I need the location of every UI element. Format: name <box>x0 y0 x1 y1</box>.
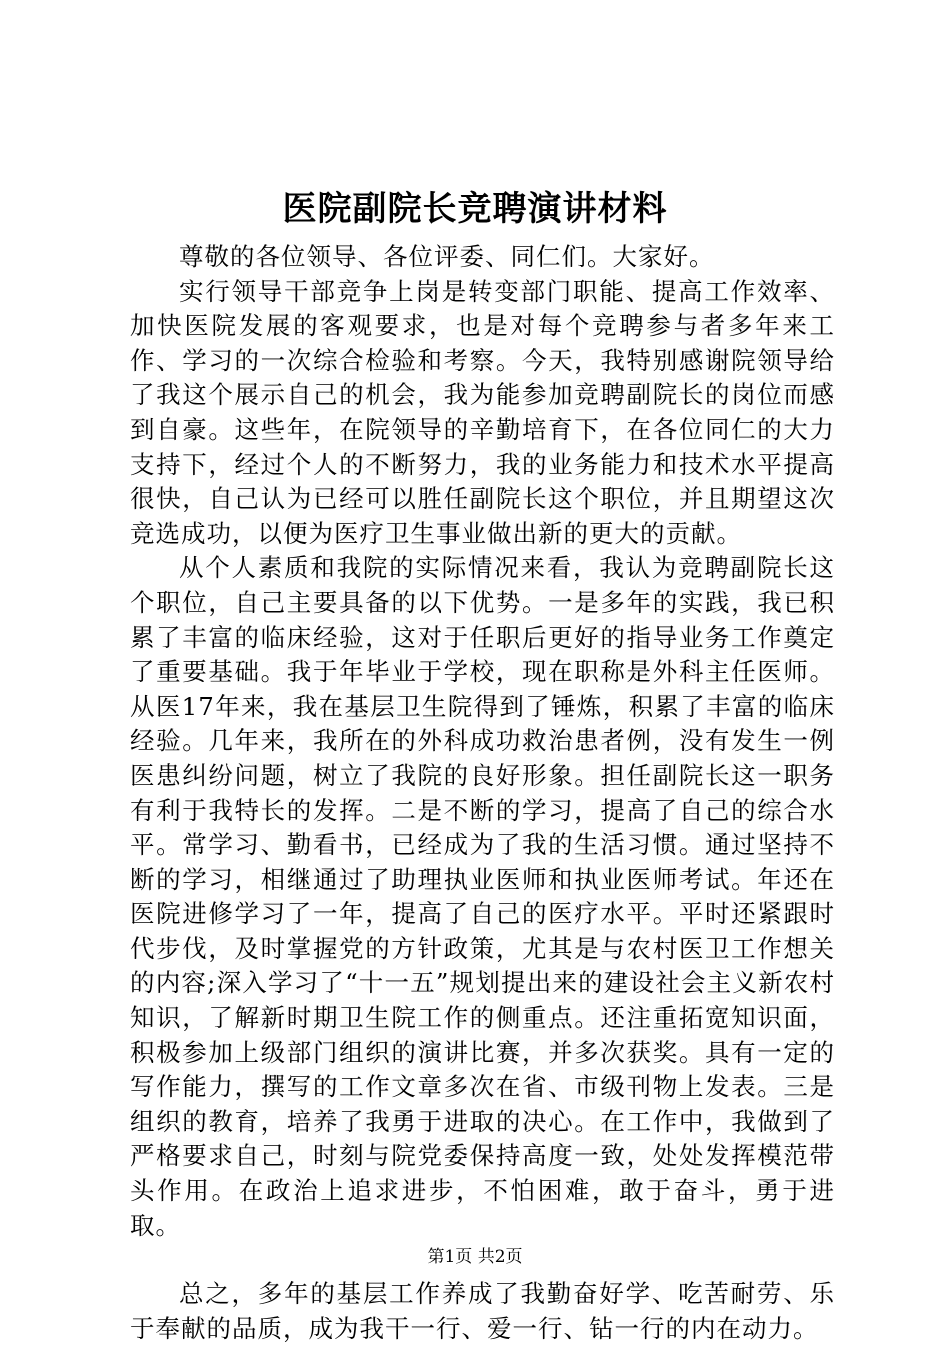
document-body <box>130 240 835 1346</box>
paragraph-advantages: 从个人素质和我院的实际情况来看，我认为竞聘副院长这个职位，自己主要具备的以下优势。一是多年的实践，我已积累了丰富的临床经验，这对于任职后更好的指导业务工作奠定了重要基础。我于年毕业于学校，现在职称是外科主任医师。从医17年来，我在基层卫生院得到了锤炼，积累了丰富的临床经验。几年来，我所在的外科成功救治患者例，没有发生一例医患纠纷问题，树立了我院的良好形象。担任副院长这一职务有利于我特长的发挥。二是不断的学习，提高了自己的综合水平。常学习、勤看书，已经成为了我的生活习惯。通过坚持不断的学习，相继通过了助理执业医师和执业医师考试。年还在医院进修学习了一年，提高了自己的医疗水平。平时还紧跟时代步伐，及时掌握党的方针政策，尤其是与农村医卫工作想关的内容;深入学习了“十一五”规划提出来的建设社会主义新农村知识，了解新时期卫生院工作的侧重点。还注重拓宽知识面，积极参加上级部门组织的演讲比赛，并多次获奖。具有一定的写作能力，撰写的工作文章多次在省、市级刊物上发表。三是组织的教育，培养了我勇于进取的决心。在工作中，我做到了严格要求自己，时刻与院党委保持高度一致，处处发挥模范带头作用。在政治上追求进步，不怕困难，敢于奋斗，勇于进取。 <box>130 553 835 1240</box>
page-footer: 第1页 共2页 <box>427 1247 523 1267</box>
paragraph-greeting: 尊敬的各位领导、各位评委、同仁们。大家好。 <box>179 242 715 271</box>
paragraph-summary: 总之，多年的基层工作养成了我勤奋好学、吃苦耐劳、乐于奉献的品质，成为我干一行、爱一行、钻一行的内在动力。 <box>130 1279 835 1343</box>
paragraph-introduction: 实行领导干部竞争上岗是转变部门职能、提高工作效率、加快医院发展的客观要求，也是对每个竞聘参与者多年来工作、学习的一次综合检验和考察。今天，我特别感谢院领导给了我这个展示自己的机会，我为能参加竞聘副院长的岗位而感到自豪。这些年，在院领导的辛勤培育下，在各位同仁的大力支持下，经过个人的不断努力，我的业务能力和技术水平提高很快，自己认为已经可以胜任副院长这个职位，并且期望这次竞选成功，以便为医疗卫生事业做出新的更大的贡献。 <box>130 276 835 548</box>
document-title: 医院副院长竞聘演讲材料 <box>282 189 668 229</box>
